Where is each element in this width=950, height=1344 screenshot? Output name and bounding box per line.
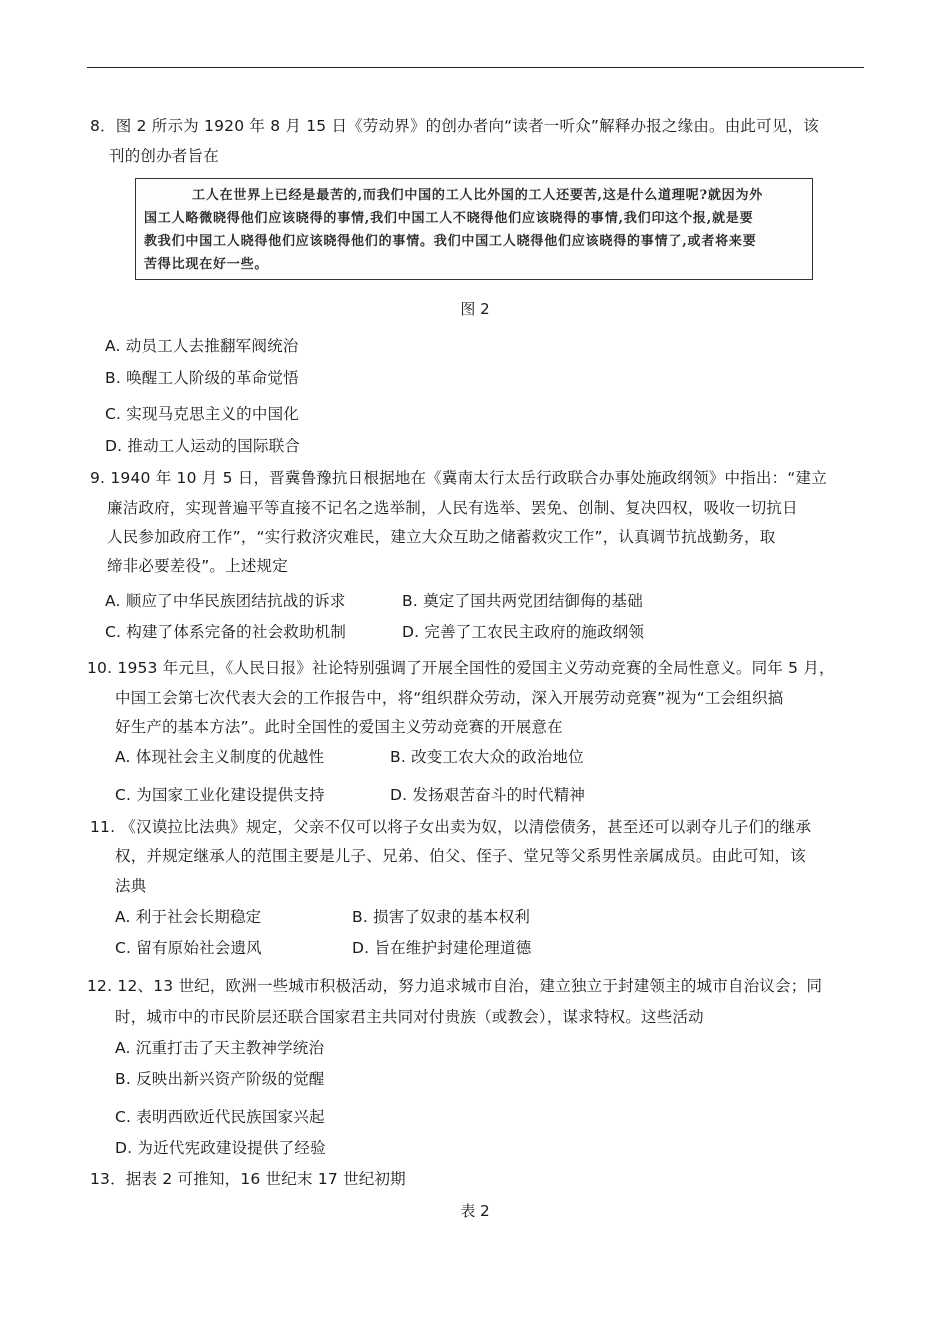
q10-option-b: B. 改变工农大众的政治地位: [390, 748, 584, 766]
q12-stem-line-1: 12. 12、13 世纪，欧洲一些城市积极活动，努力追求城市自治，建立独立于封建领主的城市自治议会；同: [87, 977, 823, 995]
q8-stem-line-1: 8．图 2 所示为 1920 年 8 月 15 日《劳动界》的创办者向“读者一听众”解释办报之缘由。由此可见，该: [90, 117, 819, 135]
q10-option-d: D. 发扬艰苦奋斗的时代精神: [390, 786, 586, 804]
q9-option-c: C. 构建了体系完备的社会救助机制: [105, 623, 347, 641]
q8-option-c: C. 实现马克思主义的中国化: [105, 405, 299, 423]
q8-option-b: B. 唤醒工人阶级的革命觉悟: [105, 369, 299, 387]
q11-option-b: B. 损害了奴隶的基本权利: [352, 908, 531, 926]
quote-line: 教我们中国工人晓得他们应该晓得他们的事情。我们中国工人晓得他们应该晓得的事情了,或者将来要: [144, 234, 757, 249]
q9-option-d: D. 完善了工农民主政府的施政纲领: [402, 623, 645, 641]
q9-stem-line-4: 缔非必要差役”。上述规定: [107, 557, 288, 575]
q10-option-c: C. 为国家工业化建设提供支持: [115, 786, 325, 804]
table-2-caption: 表 2: [460, 1202, 490, 1220]
q10-option-a: A. 体现社会主义制度的优越性: [115, 748, 325, 766]
q10-stem-line-3: 好生产的基本方法”。此时全国性的爱国主义劳动竞赛的开展意在: [115, 718, 563, 736]
q9-stem-line-1: 9. 1940 年 10 月 5 日，晋冀鲁豫抗日根据地在《冀南太行太岳行政联合办事处施政纲领》中指出：“建立: [90, 469, 827, 487]
q10-stem-line-1: 10. 1953 年元旦，《人民日报》社论特别强调了开展全国性的爱国主义劳动竞赛的全局性意义。同年 5 月，: [87, 659, 835, 677]
q12-option-d: D. 为近代宪政建设提供了经验: [115, 1139, 326, 1157]
q10-stem-line-2: 中国工会第七次代表大会的工作报告中，将“组织群众劳动，深入开展劳动竞赛”视为“工会组织搞: [115, 689, 784, 707]
q9-stem-line-2: 廉洁政府，实现普遍平等直接不记名之选举制，人民有选举、罢免、创制、复决四权，吸收一切抗日: [107, 499, 798, 517]
q11-option-d: D. 旨在维护封建伦理道德: [352, 939, 532, 957]
q9-option-a: A. 顺应了中华民族团结抗战的诉求: [105, 592, 346, 610]
q12-option-c: C. 表明西欧近代民族国家兴起: [115, 1108, 325, 1126]
quote-line: 国工人略微晓得他们应该晓得的事情,我们中国工人不晓得他们应该晓得的事情,我们印这个报,就是要: [144, 211, 754, 226]
q11-stem-line-3: 法典: [115, 877, 147, 895]
q8-stem-line-2: 刊的创办者旨在: [109, 147, 219, 165]
quote-line: 苦得比现在好一些。: [144, 257, 269, 272]
figure-2-quote-image: [135, 178, 813, 280]
header-rule: [87, 67, 864, 68]
q11-option-a: A. 利于社会长期稳定: [115, 908, 262, 926]
q9-stem-line-3: 人民参加政府工作”，“实行救济灾难民，建立大众互助之储蓄救灾工作”，认真调节抗战勤务，取: [107, 528, 776, 546]
quote-line: 工人在世界上已经是最苦的,而我们中国的工人比外国的工人还要苦,这是什么道理呢?就因为外: [192, 188, 764, 203]
q11-stem-line-2: 权，并规定继承人的范围主要是儿子、兄弟、伯父、侄子、堂兄等父系男性亲属成员。由此可知，该: [115, 847, 806, 865]
q12-option-b: B. 反映出新兴资产阶级的觉醒: [115, 1070, 325, 1088]
q11-stem-line-1: 11. 《汉谟拉比法典》规定，父亲不仅可以将子女出卖为奴，以清偿债务，甚至还可以剥夺儿子们的继承: [90, 818, 812, 836]
q13-stem: 13．据表 2 可推知，16 世纪末 17 世纪初期: [90, 1170, 406, 1188]
q9-option-b: B. 奠定了国共两党团结御侮的基础: [402, 592, 643, 610]
q8-option-a: A. 动员工人去推翻军阀统治: [105, 337, 299, 355]
q12-stem-line-2: 时，城市中的市民阶层还联合国家君主共同对付贵族（或教会），谋求特权。这些活动: [115, 1008, 704, 1026]
q11-option-c: C. 留有原始社会遗风: [115, 939, 262, 957]
figure-2-caption: 图 2: [460, 300, 490, 318]
q8-option-d: D. 推动工人运动的国际联合: [105, 437, 301, 455]
q12-option-a: A. 沉重打击了天主教神学统治: [115, 1039, 325, 1057]
